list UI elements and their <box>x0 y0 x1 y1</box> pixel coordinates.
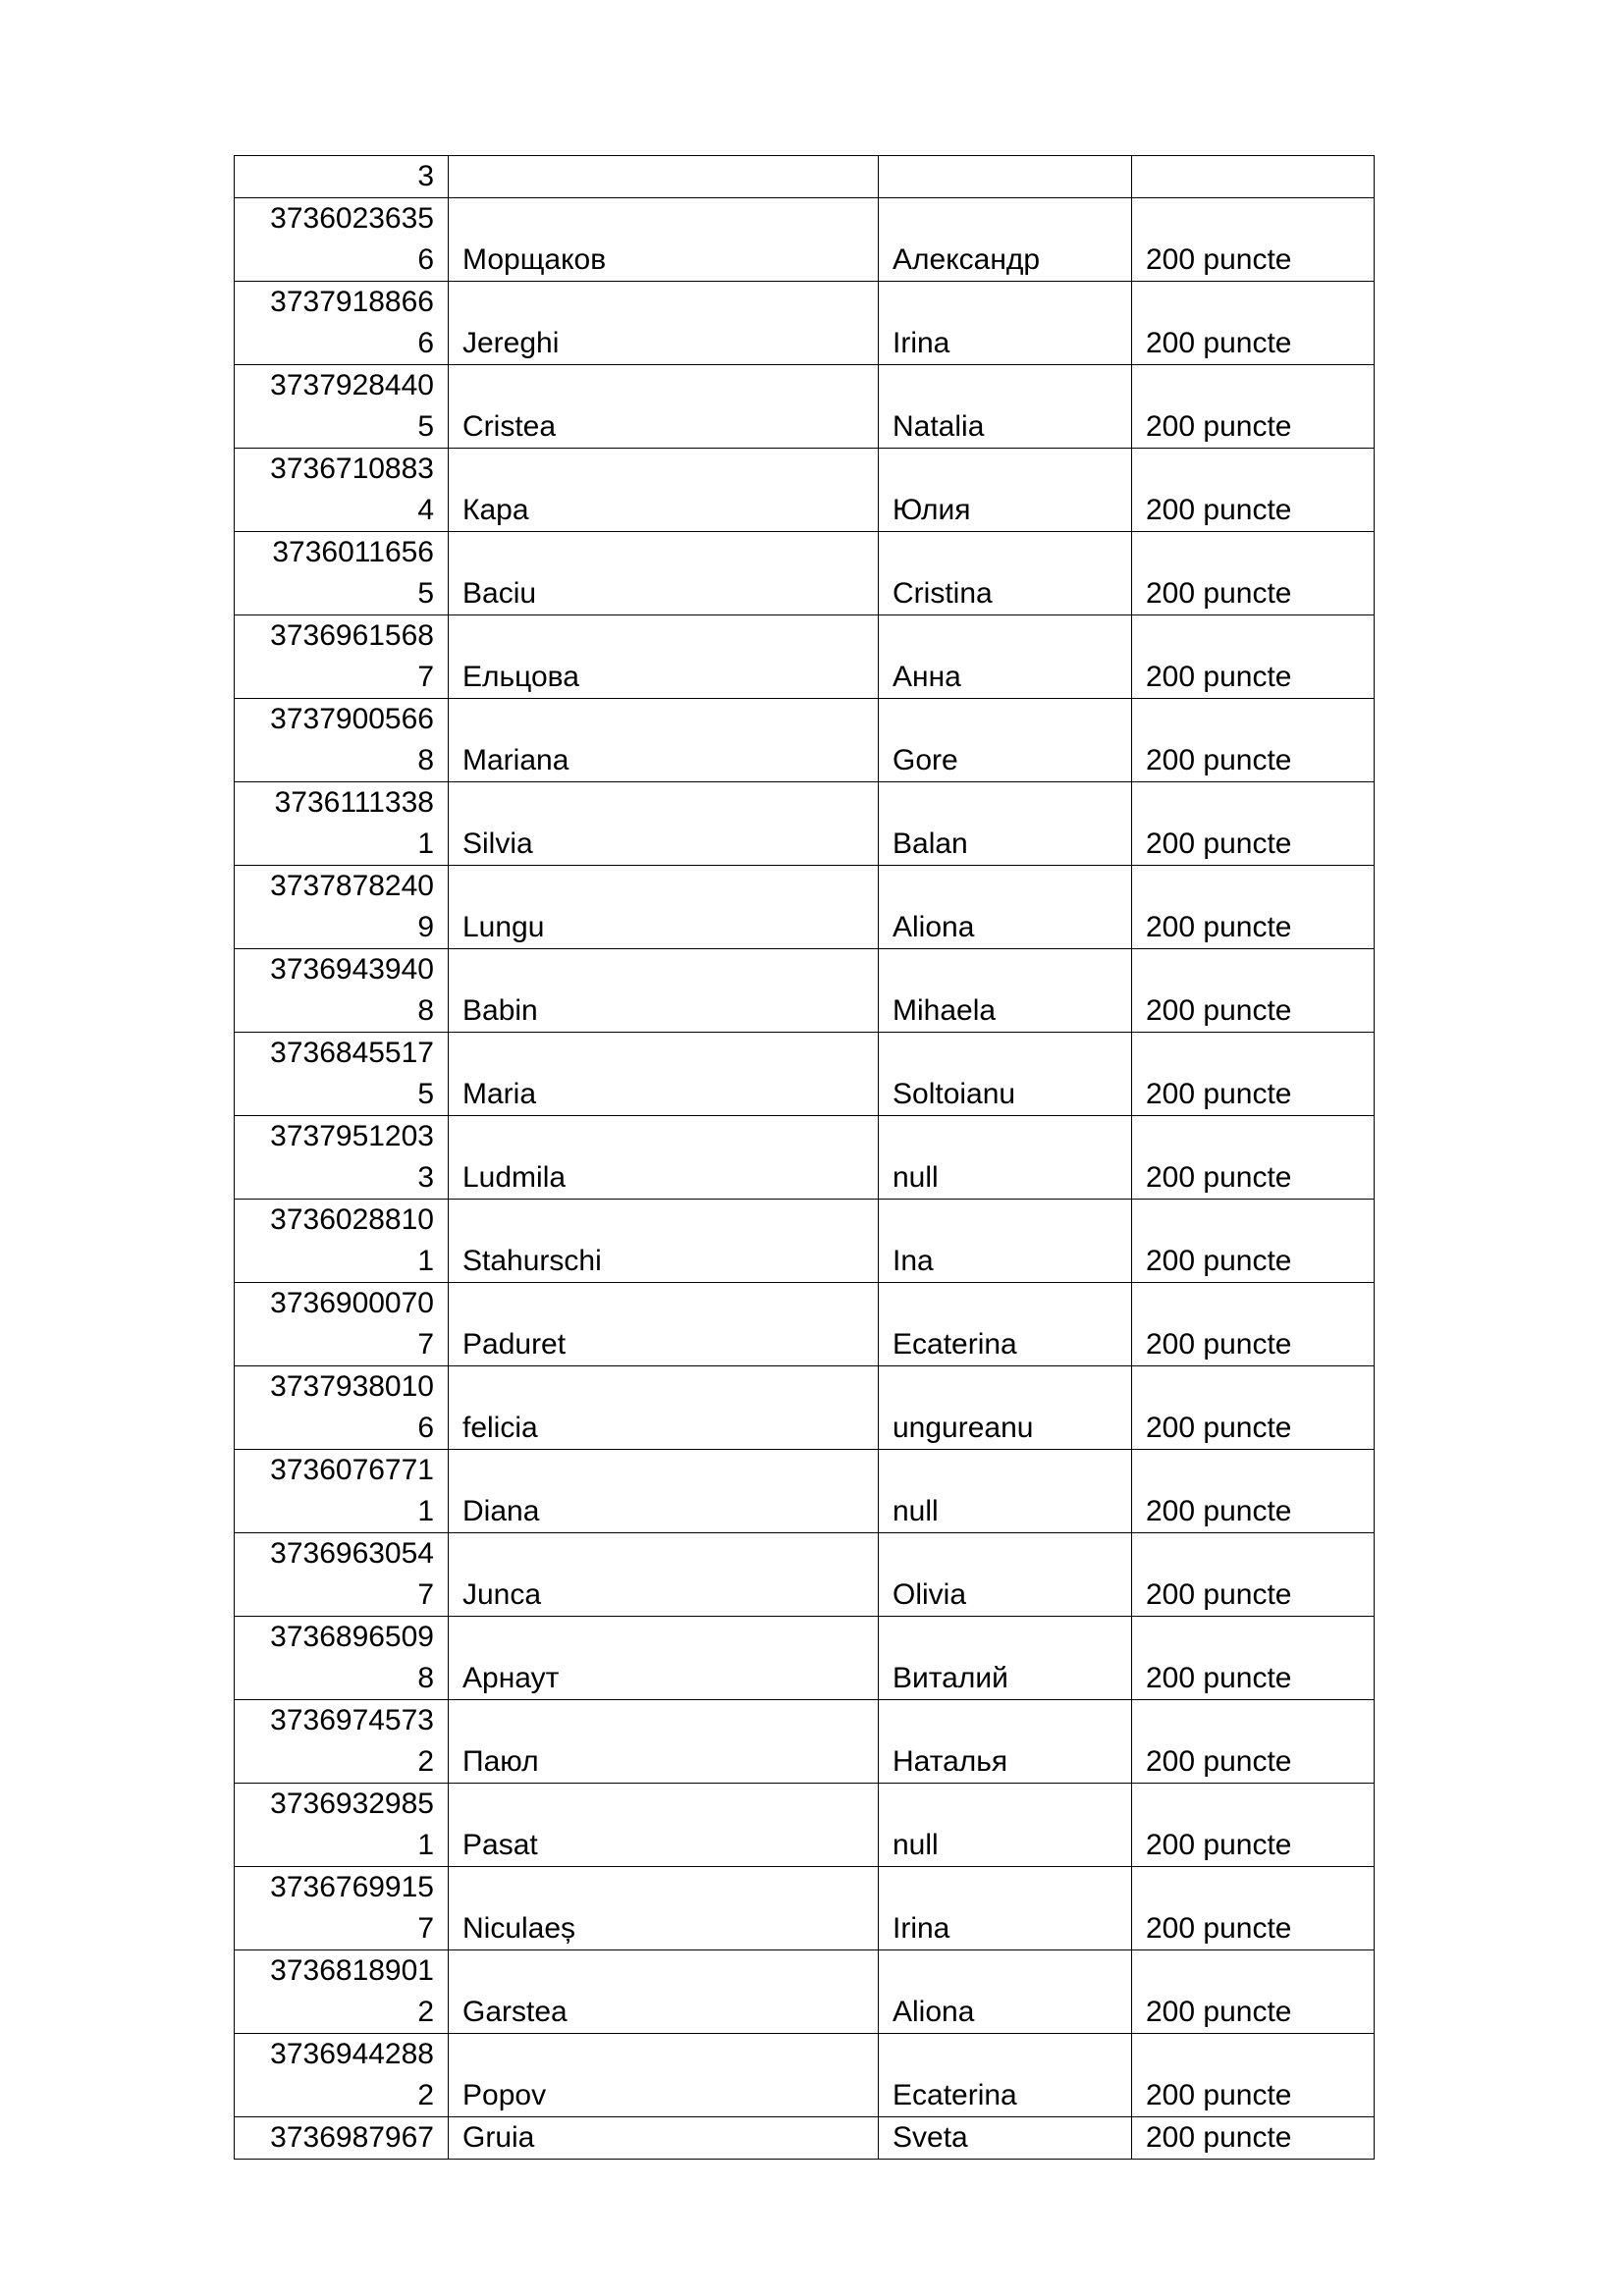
phone-number-part1: 3736023635 <box>270 202 434 235</box>
phone-number-part1: 3736076771 <box>270 1454 434 1486</box>
points-cell: 200 puncte <box>1132 1116 1375 1200</box>
points-cell: 200 puncte <box>1132 1450 1375 1533</box>
phone-cell <box>235 866 449 949</box>
phone-number-part1: 3737951203 <box>270 1120 434 1152</box>
table-row <box>235 1116 1375 1200</box>
winners-table <box>234 155 1375 2160</box>
phone-number-part1: 3737928440 <box>270 369 434 401</box>
phone-number-part2: 9 <box>417 911 434 943</box>
first-name-cell: Natalia <box>879 365 1132 449</box>
last-name-cell: Silvia <box>449 782 879 866</box>
phone-cell <box>235 1033 449 1116</box>
phone-number-part2: 1 <box>417 828 434 860</box>
phone-number-part2: 7 <box>417 1912 434 1945</box>
phone-cell <box>235 282 449 365</box>
phone-cell <box>235 156 449 198</box>
first-name-cell: Irina <box>879 1867 1132 1950</box>
phone-number-part2: 1 <box>417 1495 434 1527</box>
table-row <box>235 699 1375 782</box>
phone-cell <box>235 1200 449 1283</box>
first-name-cell: Анна <box>879 615 1132 699</box>
first-name-cell: Александр <box>879 198 1132 282</box>
last-name-cell: Babin <box>449 949 879 1033</box>
first-name-cell: Ecaterina <box>879 1283 1132 1366</box>
table-row <box>235 1700 1375 1784</box>
phone-number-part1: 3736943940 <box>270 953 434 986</box>
last-name-cell: Popov <box>449 2034 879 2117</box>
points-cell: 200 puncte <box>1132 1283 1375 1366</box>
points-cell: 200 puncte <box>1132 1533 1375 1617</box>
phone-number-part1: 3736111338 <box>274 786 434 819</box>
table-row <box>235 1033 1375 1116</box>
last-name-cell <box>449 156 879 198</box>
first-name-cell: Balan <box>879 782 1132 866</box>
points-cell: 200 puncte <box>1132 1867 1375 1950</box>
points-cell: 200 puncte <box>1132 1617 1375 1700</box>
table-body <box>235 156 1375 2160</box>
table-row <box>235 1366 1375 1450</box>
first-name-cell: Soltoianu <box>879 1033 1132 1116</box>
table-row <box>235 532 1375 615</box>
phone-number-part1: 3737878240 <box>270 870 434 902</box>
first-name-cell: Olivia <box>879 1533 1132 1617</box>
phone-cell: 3736987967 <box>235 2117 449 2160</box>
points-cell: 200 puncte <box>1132 949 1375 1033</box>
last-name-cell: Gruia <box>449 2117 879 2160</box>
phone-number-part2: 2 <box>417 2079 434 2111</box>
phone-number-part2: 8 <box>417 994 434 1027</box>
points-cell: 200 puncte <box>1132 282 1375 365</box>
phone-number-part2: 6 <box>417 1412 434 1444</box>
last-name-cell: Морщаков <box>449 198 879 282</box>
phone-number-part2: 8 <box>417 1662 434 1694</box>
phone-number-part2: 7 <box>417 1328 434 1361</box>
last-name-cell: Diana <box>449 1450 879 1533</box>
table-row <box>235 1867 1375 1950</box>
phone-number-part2: 3 <box>417 1161 434 1194</box>
phone-number-part1: 3736845517 <box>270 1037 434 1069</box>
phone-number-part1: 3736961568 <box>270 619 434 652</box>
last-name-cell: Pasat <box>449 1784 879 1867</box>
phone-cell <box>235 198 449 282</box>
first-name-cell: Gore <box>879 699 1132 782</box>
table-row <box>235 282 1375 365</box>
table-row <box>235 1450 1375 1533</box>
points-cell <box>1132 156 1375 198</box>
phone-cell <box>235 1950 449 2034</box>
points-cell: 200 puncte <box>1132 782 1375 866</box>
phone-number-part2: 2 <box>417 1996 434 2028</box>
last-name-cell: Cristea <box>449 365 879 449</box>
phone-cell <box>235 532 449 615</box>
table-row <box>235 1533 1375 1617</box>
last-name-cell: Maria <box>449 1033 879 1116</box>
points-cell: 200 puncte <box>1132 365 1375 449</box>
first-name-cell: null <box>879 1784 1132 1867</box>
last-name-cell: Ludmila <box>449 1116 879 1200</box>
phone-number-part1: 3737900566 <box>270 703 434 735</box>
phone-number-part2: 7 <box>417 1578 434 1611</box>
phone-number-part1: 3736028810 <box>270 1203 434 1236</box>
table-row <box>235 866 1375 949</box>
phone-number-part1: 3736710883 <box>270 453 434 485</box>
phone-number-part2: 2 <box>417 1745 434 1778</box>
last-name-cell: Paduret <box>449 1283 879 1366</box>
phone-number-part1: 3736900070 <box>270 1287 434 1319</box>
phone-number-part1: 3737938010 <box>270 1370 434 1403</box>
phone-number-part2: 7 <box>417 661 434 693</box>
phone-cell <box>235 615 449 699</box>
last-name-cell: Stahurschi <box>449 1200 879 1283</box>
phone-cell <box>235 1533 449 1617</box>
phone-number-part1: 3737918866 <box>270 286 434 318</box>
phone-cell <box>235 1617 449 1700</box>
points-cell: 200 puncte <box>1132 866 1375 949</box>
first-name-cell: Ecaterina <box>879 2034 1132 2117</box>
phone-number-part1: 3736963054 <box>270 1537 434 1570</box>
points-cell: 200 puncte <box>1132 1784 1375 1867</box>
points-cell: 200 puncte <box>1132 1200 1375 1283</box>
phone-number-part2: 1 <box>417 1245 434 1277</box>
phone-cell <box>235 1784 449 1867</box>
phone-number-part1: 3736932985 <box>270 1788 434 1820</box>
first-name-cell: Sveta <box>879 2117 1132 2160</box>
table-row <box>235 615 1375 699</box>
points-cell: 200 puncte <box>1132 699 1375 782</box>
points-cell: 200 puncte <box>1132 1033 1375 1116</box>
phone-number-part1: 3736769915 <box>270 1871 434 1903</box>
table-row <box>235 1283 1375 1366</box>
phone-number-part2: 6 <box>417 327 434 359</box>
phone-number-part2: 8 <box>417 744 434 776</box>
phone-number-part2: 6 <box>417 243 434 276</box>
last-name-cell: Baciu <box>449 532 879 615</box>
first-name-cell: Ina <box>879 1200 1132 1283</box>
table-row <box>235 449 1375 532</box>
phone-number-part1: 3736944288 <box>270 2038 434 2070</box>
phone-number-part2: 5 <box>417 1078 434 1110</box>
first-name-cell: null <box>879 1116 1132 1200</box>
phone-cell <box>235 2034 449 2117</box>
last-name-cell: Junca <box>449 1533 879 1617</box>
points-cell: 200 puncte <box>1132 1366 1375 1450</box>
phone-cell <box>235 782 449 866</box>
table-row <box>235 949 1375 1033</box>
first-name-cell <box>879 156 1132 198</box>
points-cell: 200 puncte <box>1132 532 1375 615</box>
phone-number-part1: 3736818901 <box>270 1954 434 1987</box>
phone-number-part2: 1 <box>417 1829 434 1861</box>
first-name-cell: Cristina <box>879 532 1132 615</box>
phone-cell <box>235 365 449 449</box>
phone-cell <box>235 1450 449 1533</box>
first-name-cell: Aliona <box>879 866 1132 949</box>
last-name-cell: Ельцова <box>449 615 879 699</box>
last-name-cell: Арнаут <box>449 1617 879 1700</box>
points-cell: 200 puncte <box>1132 615 1375 699</box>
first-name-cell: Юлия <box>879 449 1132 532</box>
last-name-cell: Jereghi <box>449 282 879 365</box>
table-row <box>235 1200 1375 1283</box>
table-row <box>235 365 1375 449</box>
points-cell: 200 puncte <box>1132 1950 1375 2034</box>
phone-number-part1: 3736011656 <box>272 536 434 568</box>
table-row <box>235 1784 1375 1867</box>
points-cell: 200 puncte <box>1132 449 1375 532</box>
points-cell: 200 puncte <box>1132 1700 1375 1784</box>
table-row <box>235 782 1375 866</box>
first-name-cell: ungureanu <box>879 1366 1132 1450</box>
first-name-cell: null <box>879 1450 1132 1533</box>
points-cell: 200 puncte <box>1132 198 1375 282</box>
phone-number-part1: 3736974573 <box>270 1704 434 1736</box>
last-name-cell: Паюл <box>449 1700 879 1784</box>
phone-cell <box>235 949 449 1033</box>
last-name-cell: Niculaeș <box>449 1867 879 1950</box>
last-name-cell: Lungu <box>449 866 879 949</box>
table-row <box>235 2117 1375 2160</box>
phone-cell <box>235 699 449 782</box>
table-row <box>235 1950 1375 2034</box>
last-name-cell: Mariana <box>449 699 879 782</box>
phone-cell <box>235 1700 449 1784</box>
first-name-cell: Наталья <box>879 1700 1132 1784</box>
phone-number-part2: 5 <box>417 577 434 610</box>
phone-number-part1: 3736896509 <box>270 1621 434 1653</box>
phone-number-part2: 5 <box>417 410 434 443</box>
first-name-cell: Виталий <box>879 1617 1132 1700</box>
phone-cell <box>235 1116 449 1200</box>
last-name-cell: Garstea <box>449 1950 879 2034</box>
table-row <box>235 156 1375 198</box>
first-name-cell: Irina <box>879 282 1132 365</box>
phone-cell <box>235 1366 449 1450</box>
first-name-cell: Aliona <box>879 1950 1132 2034</box>
points-cell: 200 puncte <box>1132 2034 1375 2117</box>
last-name-cell: felicia <box>449 1366 879 1450</box>
points-cell: 200 puncte <box>1132 2117 1375 2160</box>
first-name-cell: Mihaela <box>879 949 1132 1033</box>
phone-number-tail: 3 <box>417 160 434 192</box>
table-row <box>235 198 1375 282</box>
last-name-cell: Кара <box>449 449 879 532</box>
phone-number-part2: 4 <box>417 494 434 526</box>
table-row <box>235 2034 1375 2117</box>
phone-cell <box>235 1283 449 1366</box>
phone-cell <box>235 1867 449 1950</box>
phone-cell <box>235 449 449 532</box>
table-row <box>235 1617 1375 1700</box>
